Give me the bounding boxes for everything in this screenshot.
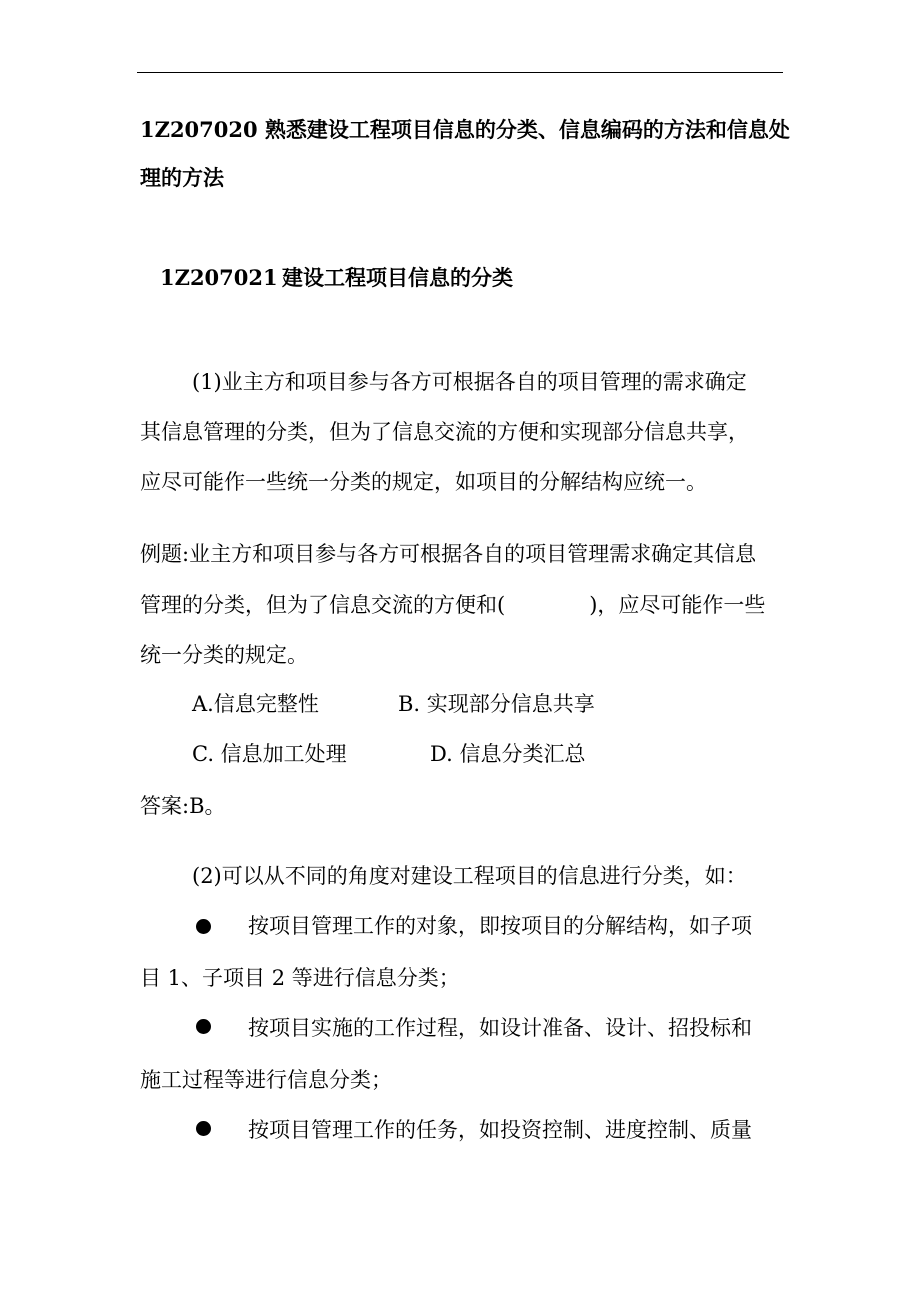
para1-line-1: (1)业主方和项目参与各方可根据各自的项目管理的需求确定	[192, 370, 747, 394]
example-line-2: 管理的分类，但为了信息交流的方便和( )，应尽可能作一些	[140, 593, 766, 617]
bullet-icon	[196, 1019, 211, 1034]
bullet3-line-1: 按项目管理工作的任务，如投资控制、进度控制、质量	[248, 1118, 752, 1142]
header-rule	[137, 72, 783, 73]
example-line-1: 例题:业主方和项目参与各方可根据各自的项目管理需求确定其信息	[140, 542, 757, 566]
example-line-3: 统一分类的规定。	[140, 643, 308, 667]
para2-intro: (2)可以从不同的角度对建设工程项目的信息进行分类，如：	[192, 864, 747, 888]
option-a: A.信息完整性	[192, 692, 319, 716]
heading-line-1: 1Z207020 熟悉建设工程项目信息的分类、信息编码的方法和信息处	[140, 117, 790, 142]
option-c: C. 信息加工处理	[192, 742, 347, 766]
bullet-icon	[196, 919, 211, 934]
para1-line-2: 其信息管理的分类，但为了信息交流的方便和实现部分信息共享，	[140, 420, 749, 444]
bullet1-line-1: 按项目管理工作的对象，即按项目的分解结构，如子项	[248, 914, 752, 938]
bullet2-line-1: 按项目实施的工作过程，如设计准备、设计、招投标和	[248, 1016, 752, 1040]
subheading-code: 1Z207021	[160, 265, 278, 290]
option-b: B. 实现部分信息共享	[398, 692, 595, 716]
heading-line-2: 理的方法	[140, 165, 224, 190]
bullet-icon	[196, 1121, 211, 1136]
answer: 答案:B。	[140, 794, 226, 818]
bullet1-line-2: 目 1、子项目 2 等进行信息分类；	[140, 966, 460, 990]
subheading-title: 建设工程项目信息的分类	[282, 265, 513, 290]
option-d: D. 信息分类汇总	[430, 742, 586, 766]
bullet2-line-2: 施工过程等进行信息分类；	[140, 1068, 392, 1092]
para1-line-3: 应尽可能作一些统一分类的规定，如项目的分解结构应统一。	[140, 470, 707, 494]
